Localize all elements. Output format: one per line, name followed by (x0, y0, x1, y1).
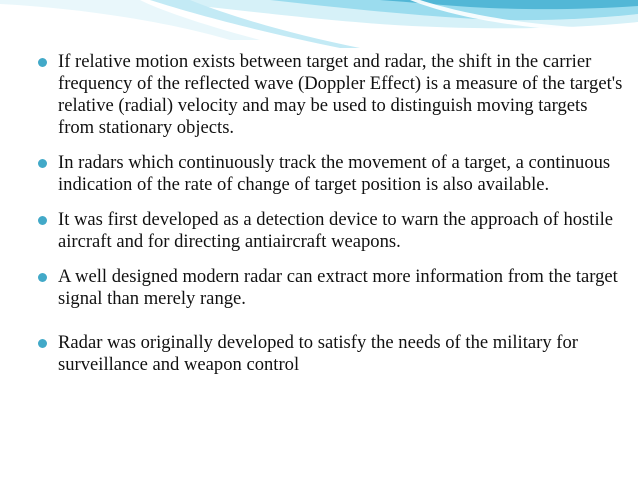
bullet-text: Radar was originally developed to satisfy the needs of the military for surveillance and weapon control (58, 332, 578, 375)
bullet-dot-icon (38, 159, 47, 168)
bullet-item (38, 266, 628, 310)
bullet-text: In radars which continuously track the movement of a target, a continuous indication of the rate of change of target position is also available. (58, 152, 611, 195)
bullet-text: A well designed modern radar can extract more information from the target signal than merely range. (58, 266, 618, 309)
bullet-dot-icon (38, 273, 47, 282)
bullet-item (38, 209, 628, 253)
bullet-dot-icon (38, 58, 47, 67)
bullet-item (38, 152, 628, 196)
bullet-text: If relative motion exists between target and radar, the shift in the carrier frequency of the reflected wave (Doppler Effect) is a measure of the target's relative (radial) velocity and may be used to distinguish moving targets from stationary objects. (58, 51, 623, 138)
bullet-item (38, 51, 628, 139)
bullet-item (38, 332, 628, 376)
bullet-dot-icon (38, 339, 47, 348)
bullet-list (38, 51, 628, 376)
bullet-dot-icon (38, 216, 47, 225)
bullet-text: It was first developed as a detection device to warn the approach of hostile aircraft and for directing antiaircraft weapons. (58, 209, 614, 252)
